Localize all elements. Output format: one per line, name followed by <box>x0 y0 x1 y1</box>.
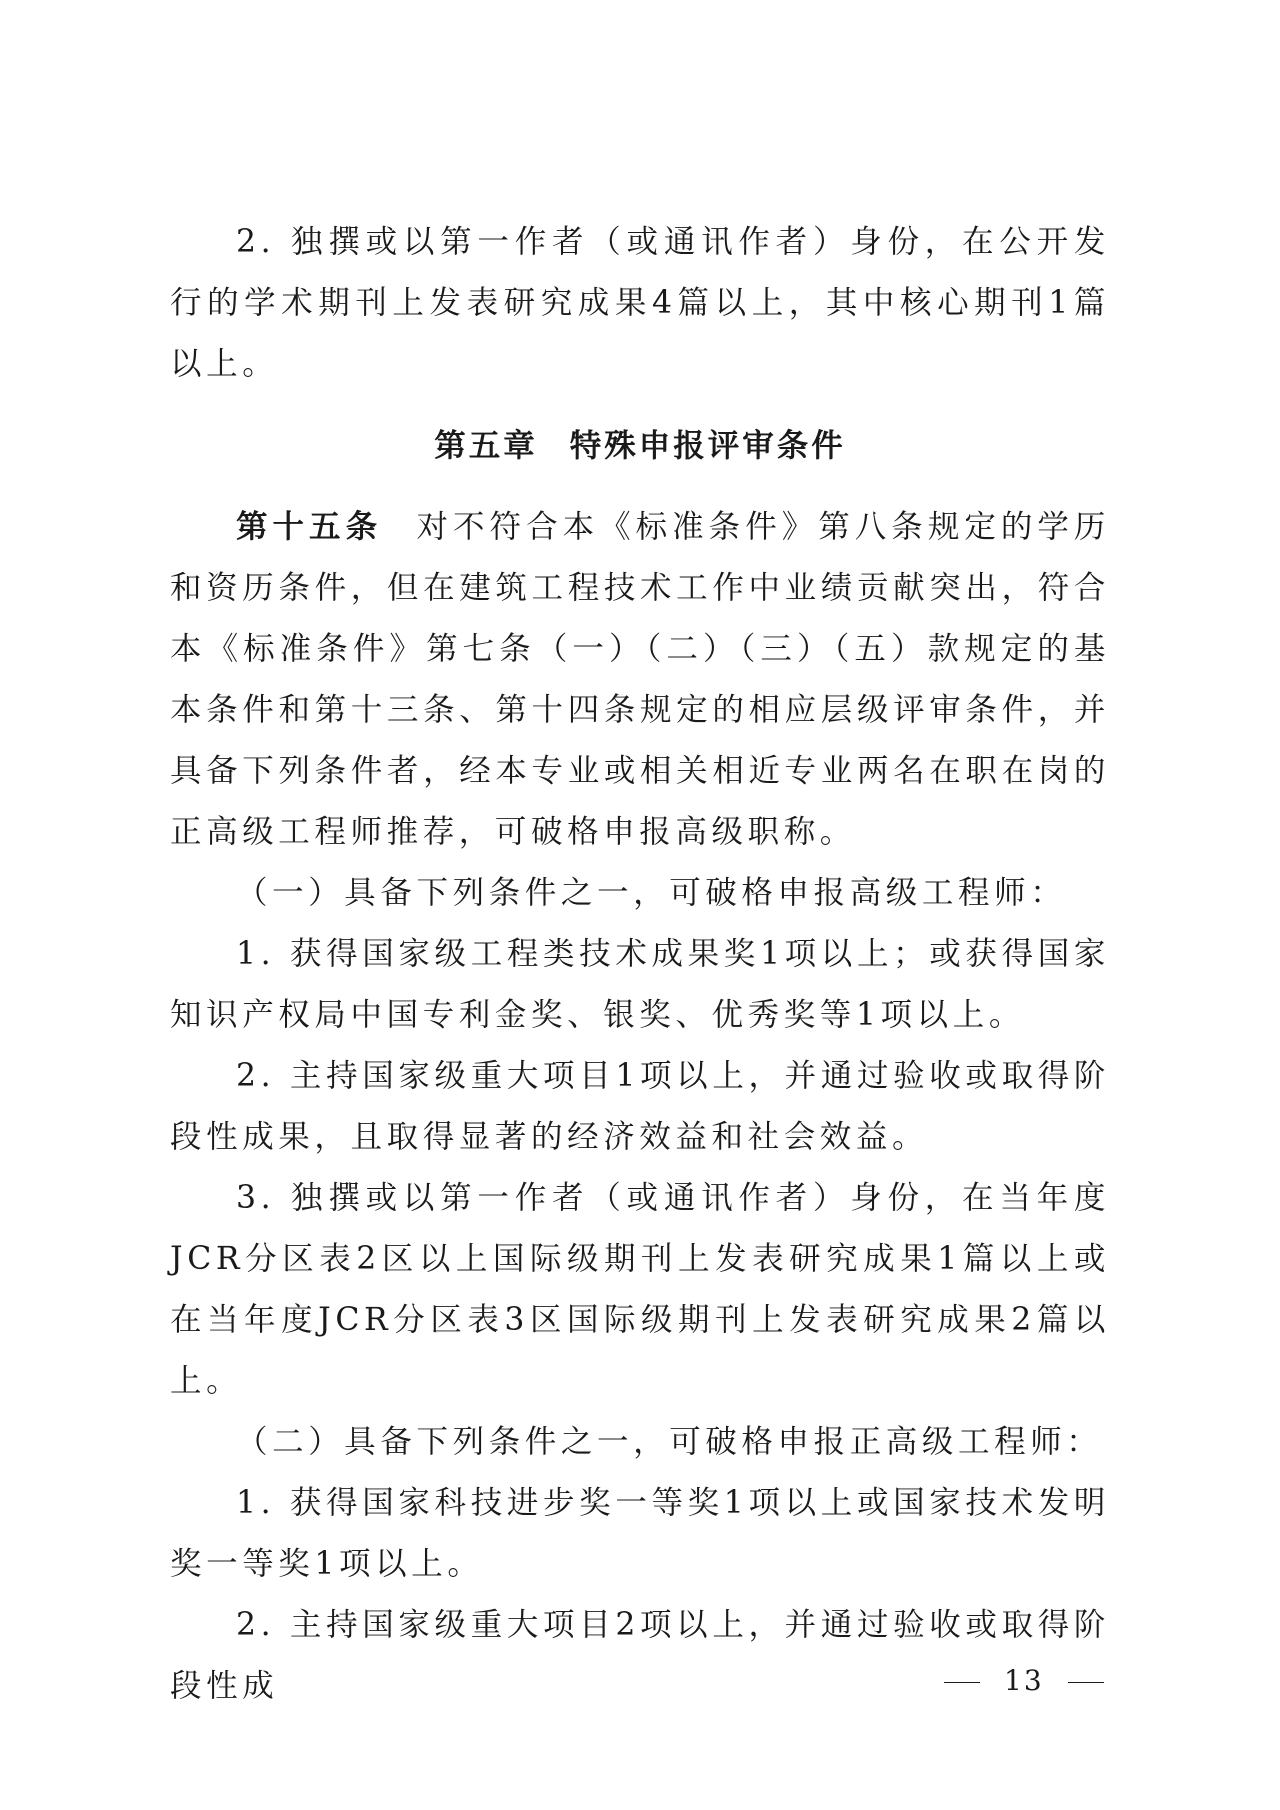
chapter-name: 特殊申报评审条件 <box>569 428 846 464</box>
section1-item: 2. 主持国家级重大项目1项以上，并通过验收或取得阶段性成果，且取得显著的经济效益和社会效益。 <box>170 1058 1110 1155</box>
section2-item: 1. 获得国家科技进步奖一等奖1项以上或国家技术发明奖一等奖1项以上。 <box>170 1485 1110 1582</box>
page-number-footer <box>944 1664 1104 1697</box>
section1-item: 3. 独撰或以第一作者（或通讯作者）身份，在当年度JCR分区表2区以上国际级期刊上发表研究成果1篇以上或在当年度JCR分区表3区国际级期刊上发表研究成果2篇以上。 <box>170 1180 1110 1399</box>
article-15 <box>170 497 1110 863</box>
page-number: 13 <box>1004 1664 1044 1697</box>
section2-heading: （二）具备下列条件之一，可破格申报正高级工程师： <box>236 1424 1103 1460</box>
dash-left <box>944 1682 980 1683</box>
article-text: 对不符合本《标准条件》第八条规定的学历和资历条件，但在建筑工程技术工作中业绩贡献突出，符合本《标准条件》第七条（一）（二）（三）（五）款规定的基本条件和第十三条、第十四条规定的相应层级评审条件，并具备下列条件者，经本专业或相关相近专业两名在职在岗的正高级工程师推荐，可破格申报高级职称。 <box>170 509 1110 850</box>
article-label: 第十五条 <box>236 509 383 545</box>
dash-right <box>1068 1682 1104 1683</box>
chapter-title <box>170 416 1110 477</box>
intro-item: 2. 独撰或以第一作者（或通讯作者）身份，在公开发行的学术期刊上发表研究成果4篇以上，其中核心期刊1篇以上。 <box>170 224 1110 382</box>
document-body <box>170 212 1110 1717</box>
section1-heading: （一）具备下列条件之一，可破格申报高级工程师： <box>236 875 1067 911</box>
chapter-number: 第五章 <box>434 428 538 464</box>
section1-item: 1. 获得国家级工程类技术成果奖1项以上；或获得国家知识产权局中国专利金奖、银奖、优秀奖等1项以上。 <box>170 936 1110 1033</box>
section2-item: 2. 主持国家级重大项目2项以上，并通过验收或取得阶段性成 <box>170 1607 1110 1704</box>
